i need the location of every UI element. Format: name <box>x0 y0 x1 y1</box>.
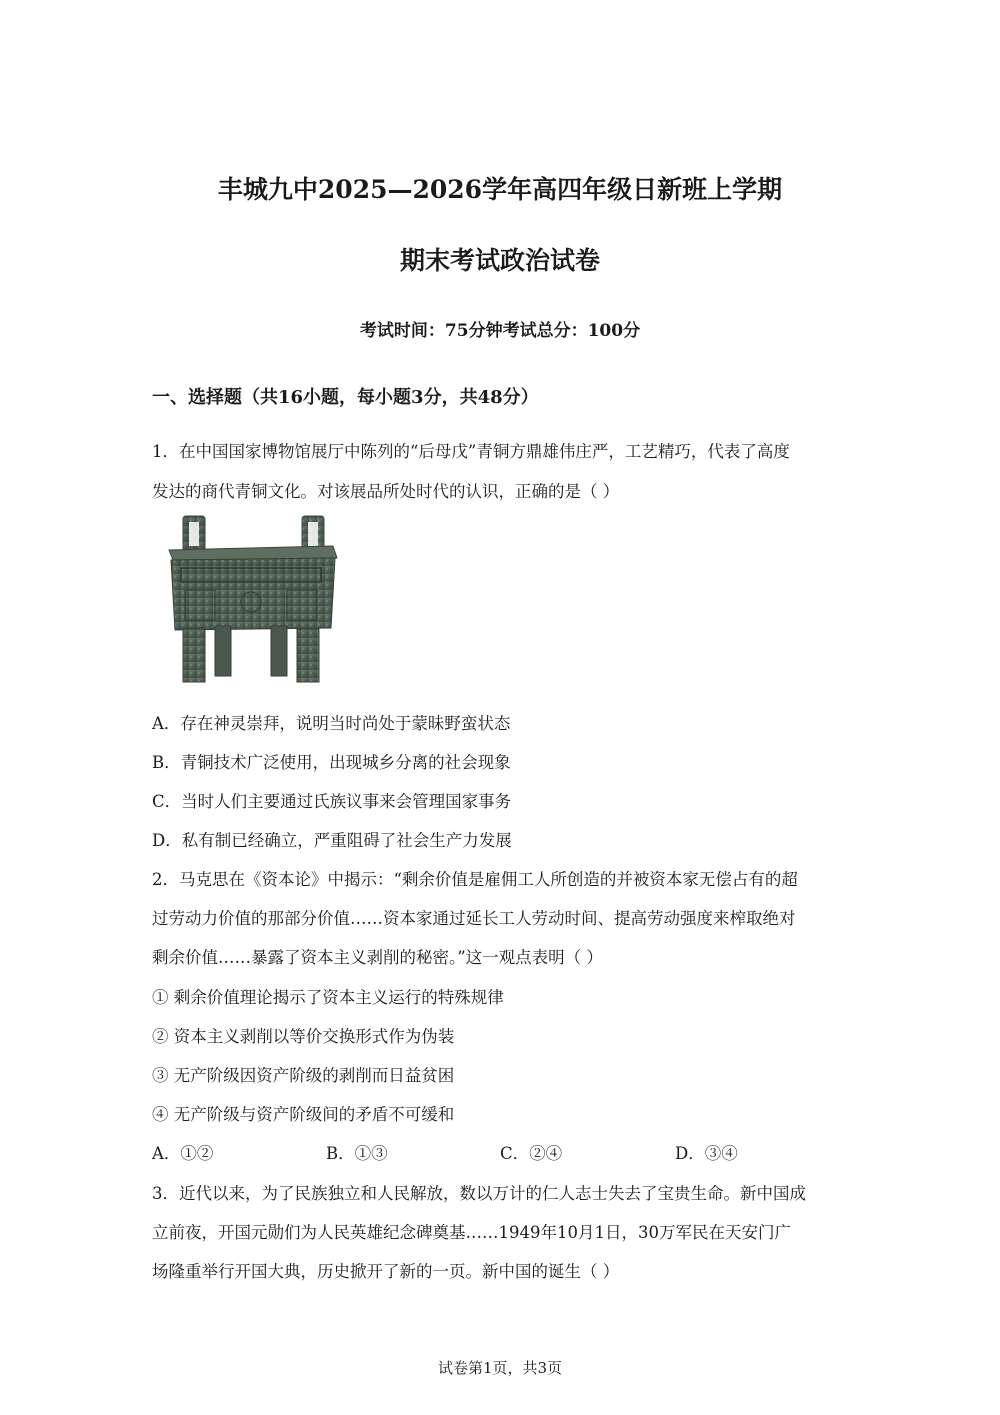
exam-title-line2: 期末考试政治试卷 <box>399 246 600 275</box>
section-heading: 一、选择题（共16小题，每小题3分，共48分） <box>152 387 539 408</box>
q2-statement-1: ① 剩余价值理论揭示了资本主义运行的特殊规律 <box>152 988 504 1007</box>
q2-option-d: D．③④ <box>675 1144 738 1163</box>
q1-option-d: D．私有制已经确立，严重阻碍了社会生产力发展 <box>152 831 512 850</box>
exam-title-line1: 丰城九中2025—2026学年高四年级日新班上学期 <box>217 175 783 204</box>
q2-stem-line1: 2．马克思在《资本论》中揭示：“剩余价值是雇佣工人所创造的并被资本家无偿占有的超 <box>152 870 798 889</box>
q2-statement-3: ③ 无产阶级因资产阶级的剥削而日益贫困 <box>152 1066 455 1085</box>
q2-statement-4: ④ 无产阶级与资产阶级间的矛盾不可缓和 <box>152 1105 455 1124</box>
q1-stem-line2: 发达的商代青铜文化。对该展品所处时代的认识，正确的是（ ） <box>152 482 620 501</box>
q2-stem-line3: 剩余价值……暴露了资本主义剥削的秘密。”这一观点表明（ ） <box>152 948 603 967</box>
q3-stem-line2: 立前夜，开国元勋们为人民英雄纪念碑奠基……1949年10月1日，30万军民在天安门广 <box>152 1223 791 1242</box>
q3-stem-line3: 场隆重举行开国大典，历史掀开了新的一页。新中国的诞生（ ） <box>152 1262 620 1281</box>
q2-option-b: B．①③ <box>326 1144 388 1163</box>
q1-option-c: C．当时人们主要通过氏族议事来会管理国家事务 <box>152 792 512 811</box>
q2-stem-line2: 过劳动力价值的那部分价值……资本家通过延长工人劳动时间、提高劳动强度来榨取绝对 <box>152 909 796 928</box>
q1-option-a: A．存在神灵崇拜，说明当时尚处于蒙昧野蛮状态 <box>152 714 511 733</box>
q3-stem-line1: 3．近代以来，为了民族独立和人民解放，数以万计的仁人志士失去了宝贵生命。新中国成 <box>152 1184 806 1203</box>
q1-stem-line1: 1．在中国国家博物馆展厅中陈列的“后母戊”青铜方鼎雄伟庄严，工艺精巧，代表了高度 <box>152 442 790 461</box>
q2-option-c: C．②④ <box>500 1144 563 1163</box>
q2-statement-2: ② 资本主义剥削以等价交换形式作为伪装 <box>152 1027 455 1046</box>
q2-option-a: A．①② <box>152 1144 214 1163</box>
q1-option-b: B．青铜技术广泛使用，出现城乡分离的社会现象 <box>152 753 511 772</box>
page-footer: 试卷第1页，共3页 <box>437 1359 563 1377</box>
bronze-ding-image <box>165 510 345 690</box>
exam-info: 考试时间：75分钟考试总分：100分 <box>359 321 641 341</box>
